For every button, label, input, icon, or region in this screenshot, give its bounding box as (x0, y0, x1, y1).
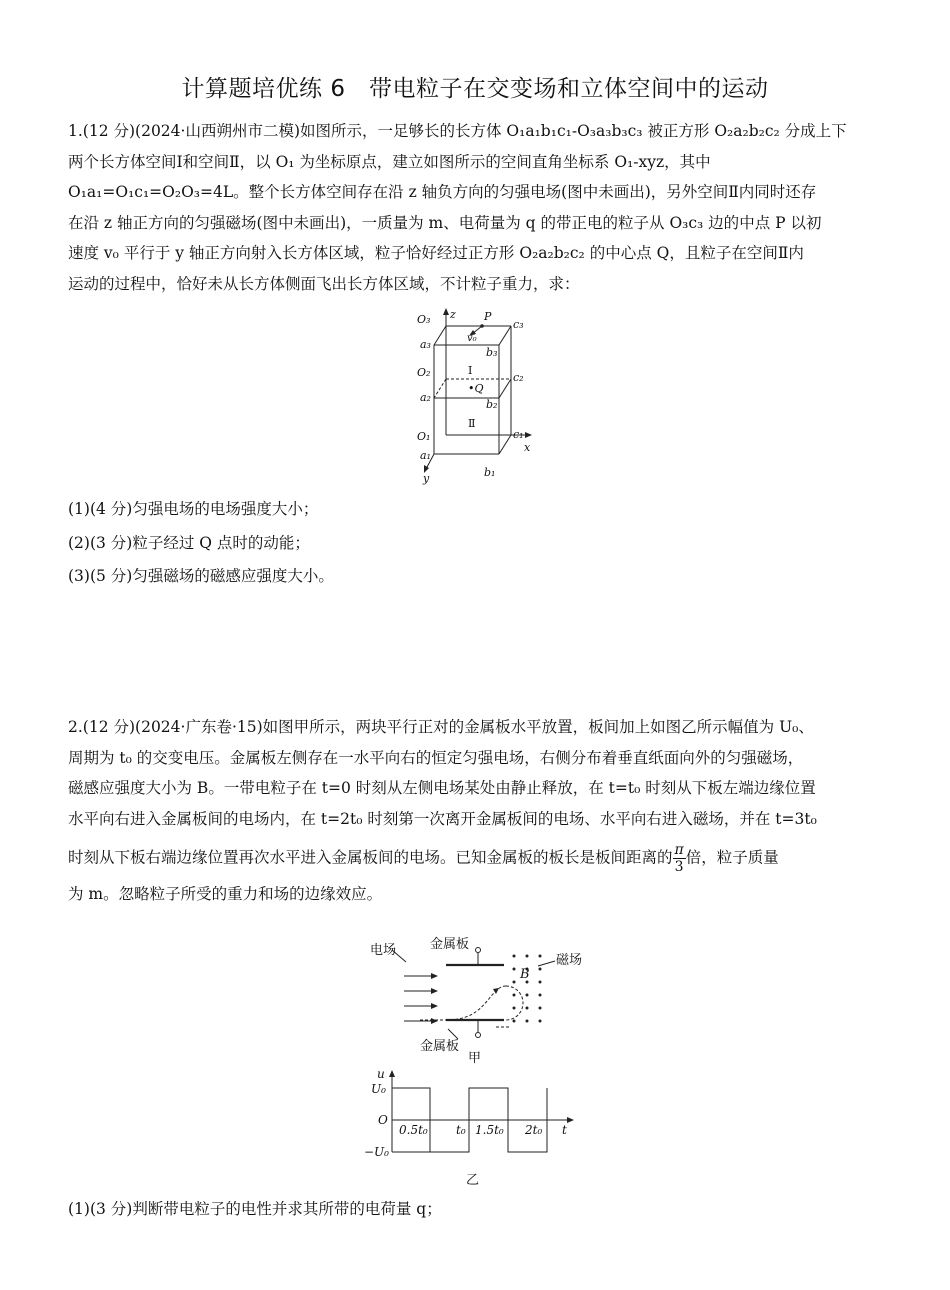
label-c1: c₁ (513, 428, 524, 441)
q1-sub-3: (3)(5 分)匀强磁场的磁感应强度大小。 (68, 567, 334, 585)
q1-sub-1: (1)(4 分)匀强电场的电场强度大小； (68, 500, 319, 518)
question-2-text (68, 712, 883, 910)
caption-yi: 乙 (466, 1173, 480, 1188)
label-c3: c₃ (513, 318, 524, 331)
question-1-text (68, 116, 883, 299)
label-y-axis: y (423, 472, 430, 485)
fraction-denominator: 3 (674, 859, 684, 875)
q2-line5-post: 倍，粒子质量 (685, 848, 779, 867)
label-metal-plate-top: 金属板 (430, 937, 470, 952)
label-a1: a₁ (420, 449, 431, 462)
q2-line5-pre: 时刻从下板右端边缘位置再次水平进入金属板间的电场。已知金属板的板长是板间距离的 (68, 848, 673, 867)
fraction-numerator: π (674, 842, 684, 858)
label-region-I: Ⅰ (468, 364, 473, 377)
q2-line-with-fraction (68, 842, 883, 875)
axis-label-u: u (377, 1068, 385, 1081)
q1-line: O₁a₁=O₁c₁=O₂O₃=4L。整个长方体空间存在沿 z 轴负方向的匀强电场(图中未画出)，另外空间Ⅱ内同时还存 (68, 183, 817, 201)
figure-yi (362, 1068, 587, 1190)
q1-line: 运动的过程中，恰好未从长方体侧面飞出长方体区域，不计粒子重力，求： (68, 274, 580, 293)
figure-jia (368, 934, 593, 1069)
tick-t0: t₀ (456, 1123, 466, 1137)
axis-label-t: t (562, 1123, 567, 1137)
q2-line: 为 m。忽略粒子所受的重力和场的边缘效应。 (68, 885, 383, 903)
label-metal-plate-bottom: 金属板 (420, 1039, 460, 1054)
origin-O: O (378, 1113, 388, 1127)
cuboid-figure (410, 304, 545, 486)
q1-line: 1.(12 分)(2024·山西朔州市二模)如图所示，一足够长的长方体 O₁a₁b₁c₁-O₃a₃b₃c₃ 被正方形 O₂a₂b₂c₂ 分成上下 (68, 122, 847, 140)
label-O1: O₁ (417, 430, 431, 443)
label-c2: c₂ (513, 371, 524, 384)
label-b1: b₁ (484, 466, 496, 479)
label-P: P (484, 310, 492, 323)
q2-line: 周期为 t₀ 的交变电压。金属板左侧存在一水平向右的恒定匀强电场，右侧分布着垂直纸面向外的匀强磁场， (68, 748, 804, 767)
label-electric-field: 电场 (370, 943, 397, 958)
label-magnetic-field: 磁场 (556, 953, 583, 968)
page-title: 计算题培优练 6 带电粒子在交变场和立体空间中的运动 (181, 76, 769, 102)
tick-U0: U₀ (371, 1082, 386, 1096)
caption-jia: 甲 (468, 1051, 482, 1066)
label-B: B (520, 967, 530, 982)
q1-line: 在沿 z 轴正方向的匀强磁场(图中未画出)，一质量为 m、电荷量为 q 的带正电的粒子从 O₃c₃ 边的中点 P 以初 (68, 213, 822, 232)
label-z: z (450, 308, 456, 321)
q2-line: 2.(12 分)(2024·广东卷·15)如图甲所示，两块平行正对的金属板水平放置，板间加上如图乙所示幅值为 U₀、 (68, 718, 814, 736)
label-Q: •Q (468, 382, 484, 395)
label-b3: b₃ (486, 346, 498, 359)
label-v0: v₀ (467, 333, 477, 344)
label-b2: b₂ (486, 398, 498, 411)
label-a3: a₃ (420, 338, 431, 351)
tick-neg-U0: −U₀ (364, 1145, 389, 1159)
q1-line: 速度 v₀ 平行于 y 轴正方向射入长方体区域，粒子恰好经过正方形 O₂a₂b₂c₂ 的中心点 Q，且粒子在空间Ⅱ内 (68, 244, 804, 262)
q2-sub-1: (1)(3 分)判断带电粒子的电性并求其所带的电荷量 q； (68, 1200, 442, 1218)
label-x-axis: x (524, 441, 531, 454)
pi-over-3-fraction (673, 842, 686, 875)
tick-1.5t0: 1.5t₀ (475, 1123, 504, 1137)
q1-sub-2: (2)(3 分)粒子经过 Q 点时的动能； (68, 534, 310, 552)
q2-line: 水平向右进入金属板间的电场内，在 t=2t₀ 时刻第一次离开金属板间的电场、水平向右进入磁场，并在 t=3t₀ (68, 809, 817, 828)
q2-line: 磁感应强度大小为 B。一带电粒子在 t=0 时刻从左侧电场某处由静止释放，在 t=t₀ 时刻从下板左端边缘位置 (68, 779, 816, 797)
tick-0.5t0: 0.5t₀ (399, 1123, 428, 1137)
label-region-II: Ⅱ (468, 417, 476, 430)
label-O2: O₂ (417, 366, 431, 379)
q1-line: 两个长方体空间Ⅰ和空间Ⅱ，以 O₁ 为坐标原点，建立如图所示的空间直角坐标系 O₁-xyz，其中 (68, 152, 711, 171)
tick-2t0: 2t₀ (525, 1123, 543, 1137)
label-O3: O₃ (417, 313, 431, 326)
label-a2: a₂ (420, 391, 431, 404)
